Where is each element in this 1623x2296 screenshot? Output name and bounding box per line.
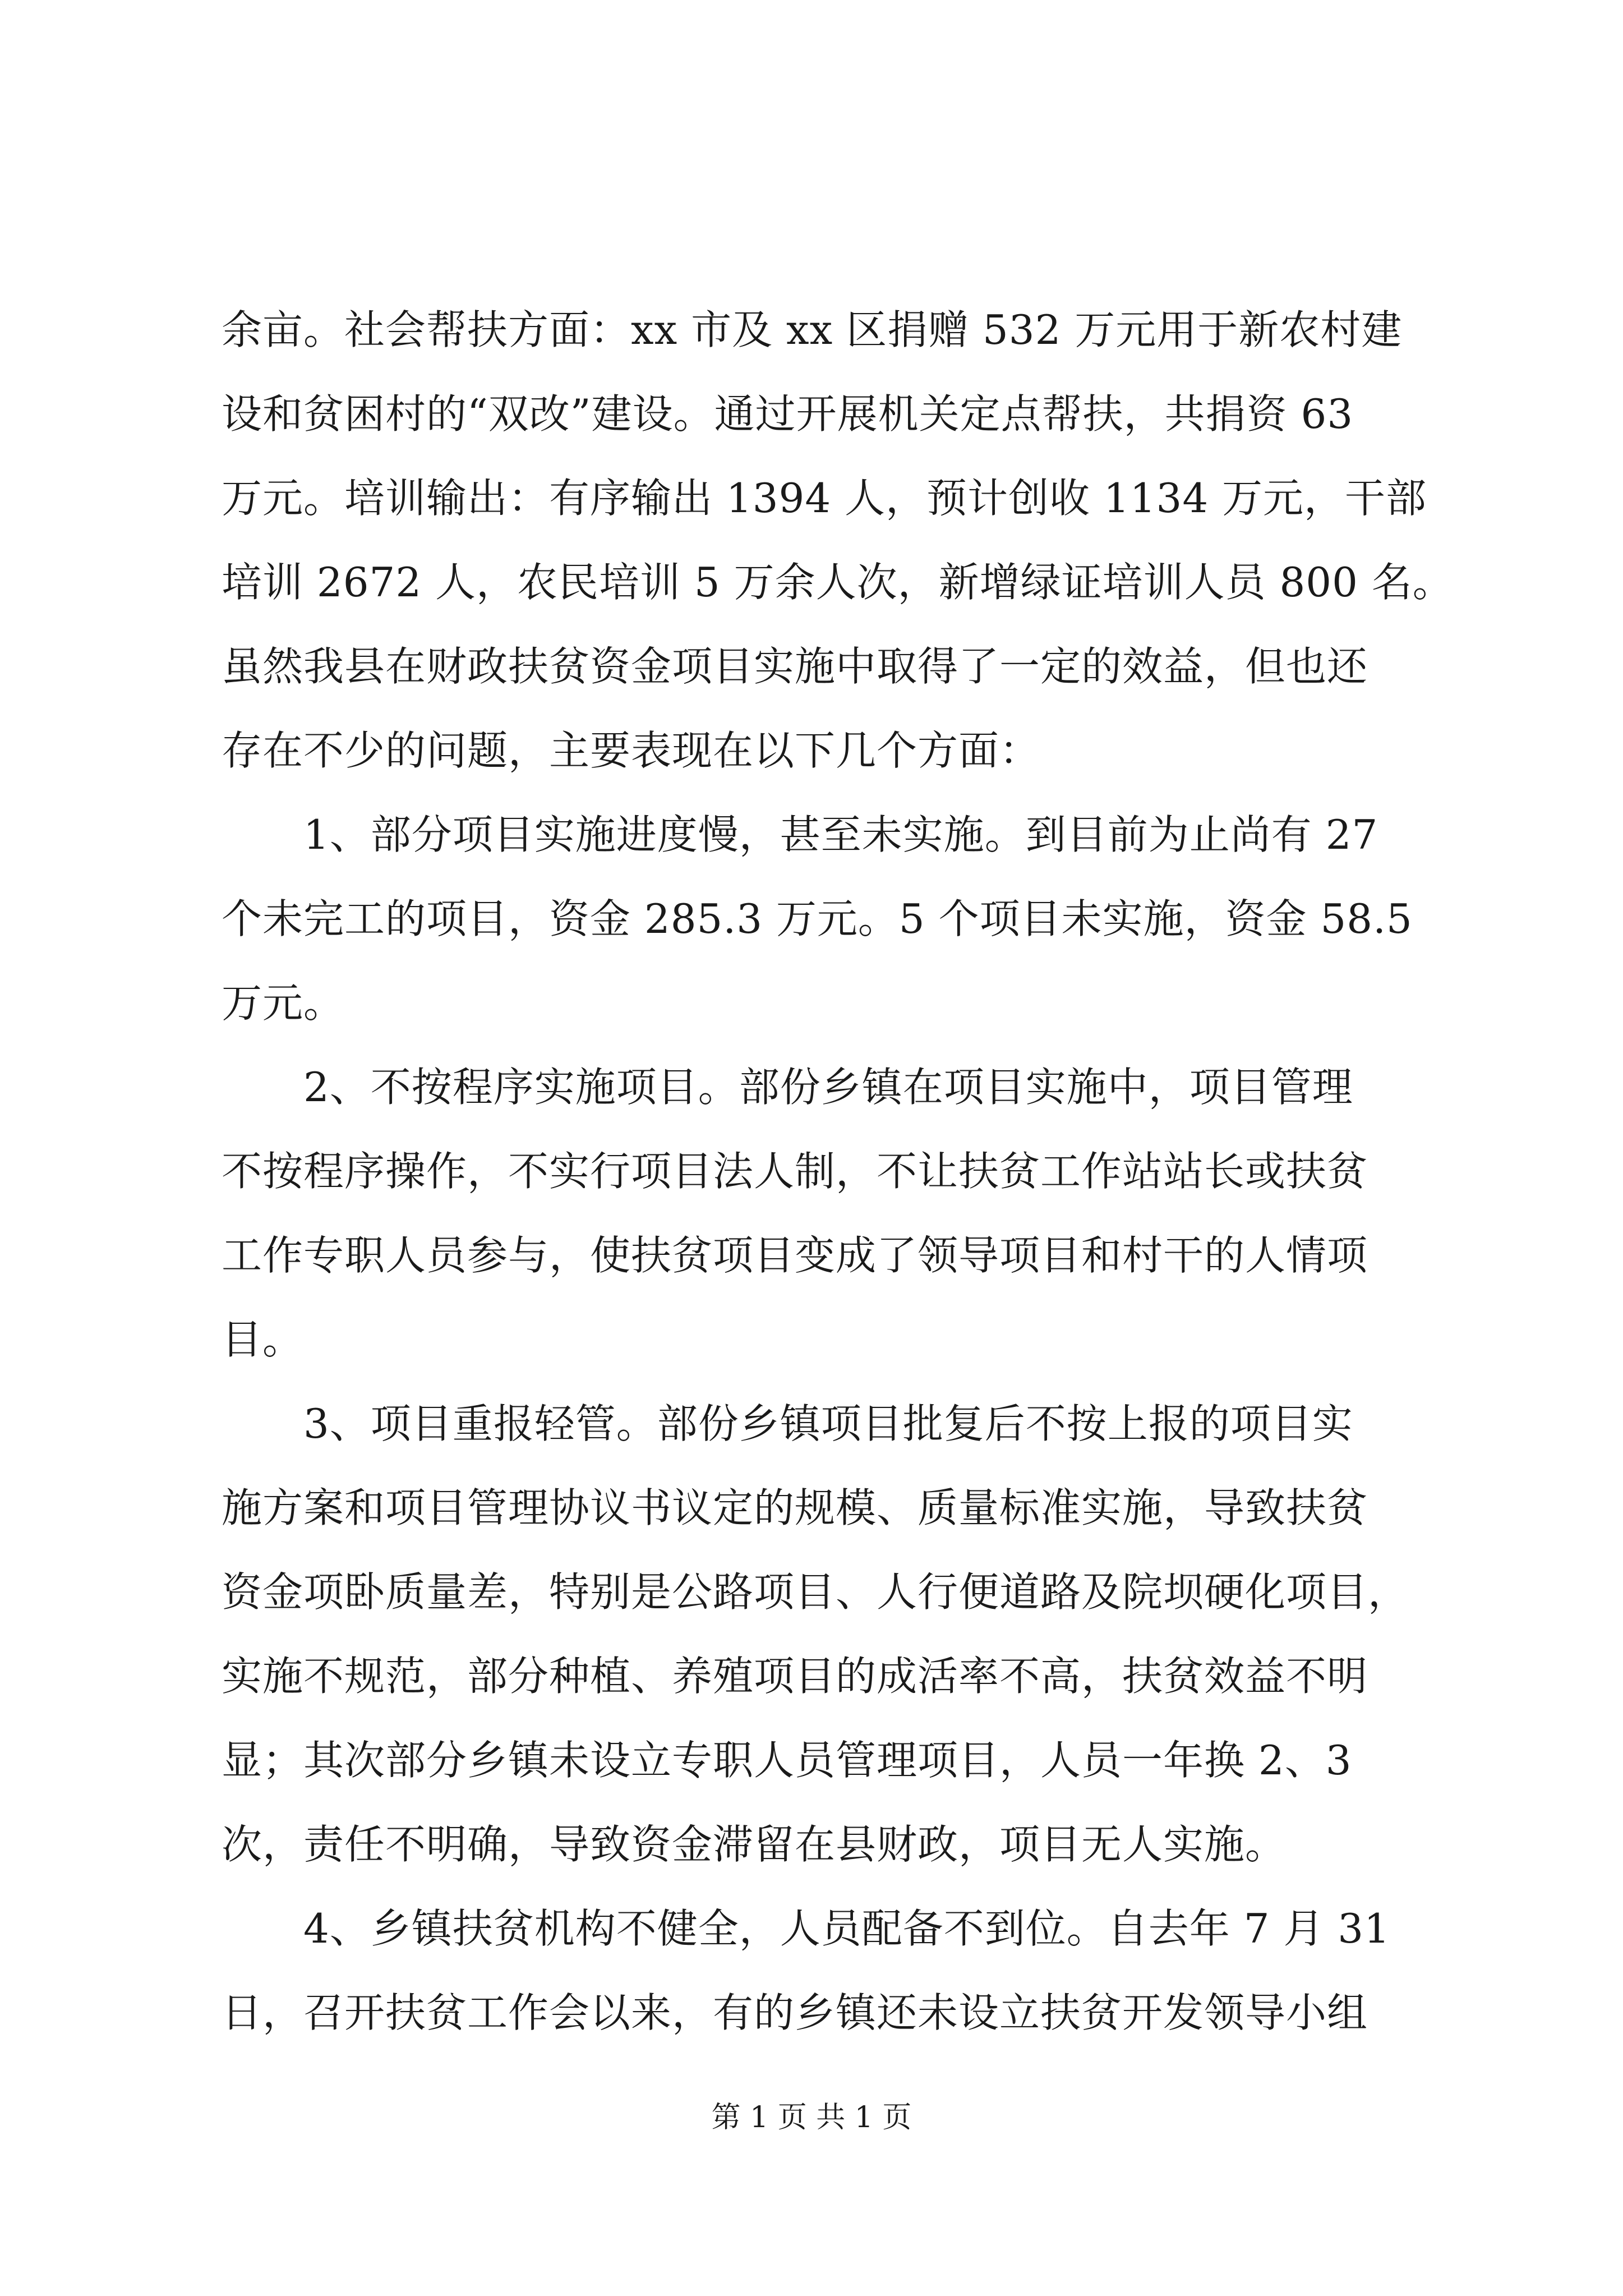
text-line-11: 不按程序操作，不实行项目法人制，不让扶贫工作站站长或扶贫 xyxy=(222,1148,1368,1195)
text-line-6: 存在不少的问题，主要表现在以下几个方面： xyxy=(222,727,1041,774)
text-line-7: 1、部分项目实施进度慢，甚至未实施。到目前为止尚有 27 xyxy=(222,811,1378,858)
text-line-13: 目。 xyxy=(222,1316,304,1363)
text-line-15: 施方案和项目管理协议书议定的规模、质量标准实施，导致扶贫 xyxy=(222,1484,1368,1531)
text-line-5: 虽然我县在财政扶贫资金项目实施中取得了一定的效益，但也还 xyxy=(222,643,1368,690)
text-line-9: 万元。 xyxy=(222,979,345,1027)
text-line-1: 余亩。社会帮扶方面：xx 市及 xx 区捐赠 532 万元用于新农村建 xyxy=(222,306,1403,353)
text-line-8: 个未完工的项目，资金 285.3 万元。5 个项目未实施，资金 58.5 xyxy=(222,895,1413,942)
text-line-12: 工作专职人员参与，使扶贫项目变成了领导项目和村干的人情项 xyxy=(222,1232,1368,1279)
text-line-17: 实施不规范，部分种植、养殖项目的成活率不高，扶贫效益不明 xyxy=(222,1653,1368,1700)
text-line-4: 培训 2672 人，农民培训 5 万余人次，新增绿证培训人员 800 名。 xyxy=(222,559,1454,606)
text-line-21: 日，召开扶贫工作会以来，有的乡镇还未设立扶贫开发领导小组 xyxy=(222,1989,1368,2036)
text-line-14: 3、项目重报轻管。部份乡镇项目批复后不按上报的项目实 xyxy=(222,1400,1353,1447)
text-line-18: 显；其次部分乡镇未设立专职人员管理项目，人员一年换 2、3 xyxy=(222,1737,1352,1784)
text-line-3: 万元。培训输出：有序输出 1394 人，预计创收 1134 万元，干部 xyxy=(222,475,1427,522)
page-footer: 第 1 页 共 1 页 xyxy=(711,2101,912,2134)
text-line-2: 设和贫困村的“双改”建设。通过开展机关定点帮扶，共捐资 63 xyxy=(222,390,1354,438)
text-line-10: 2、不按程序实施项目。部份乡镇在项目实施中，项目管理 xyxy=(222,1064,1353,1111)
text-line-19: 次，责任不明确，导致资金滞留在县财政，项目无人实施。 xyxy=(222,1821,1287,1868)
text-line-16: 资金项卧质量差，特别是公路项目、人行便道路及院坝硬化项目， xyxy=(222,1568,1409,1616)
text-line-20: 4、乡镇扶贫机构不健全，人员配备不到位。自去年 7 月 31 xyxy=(222,1905,1390,1952)
